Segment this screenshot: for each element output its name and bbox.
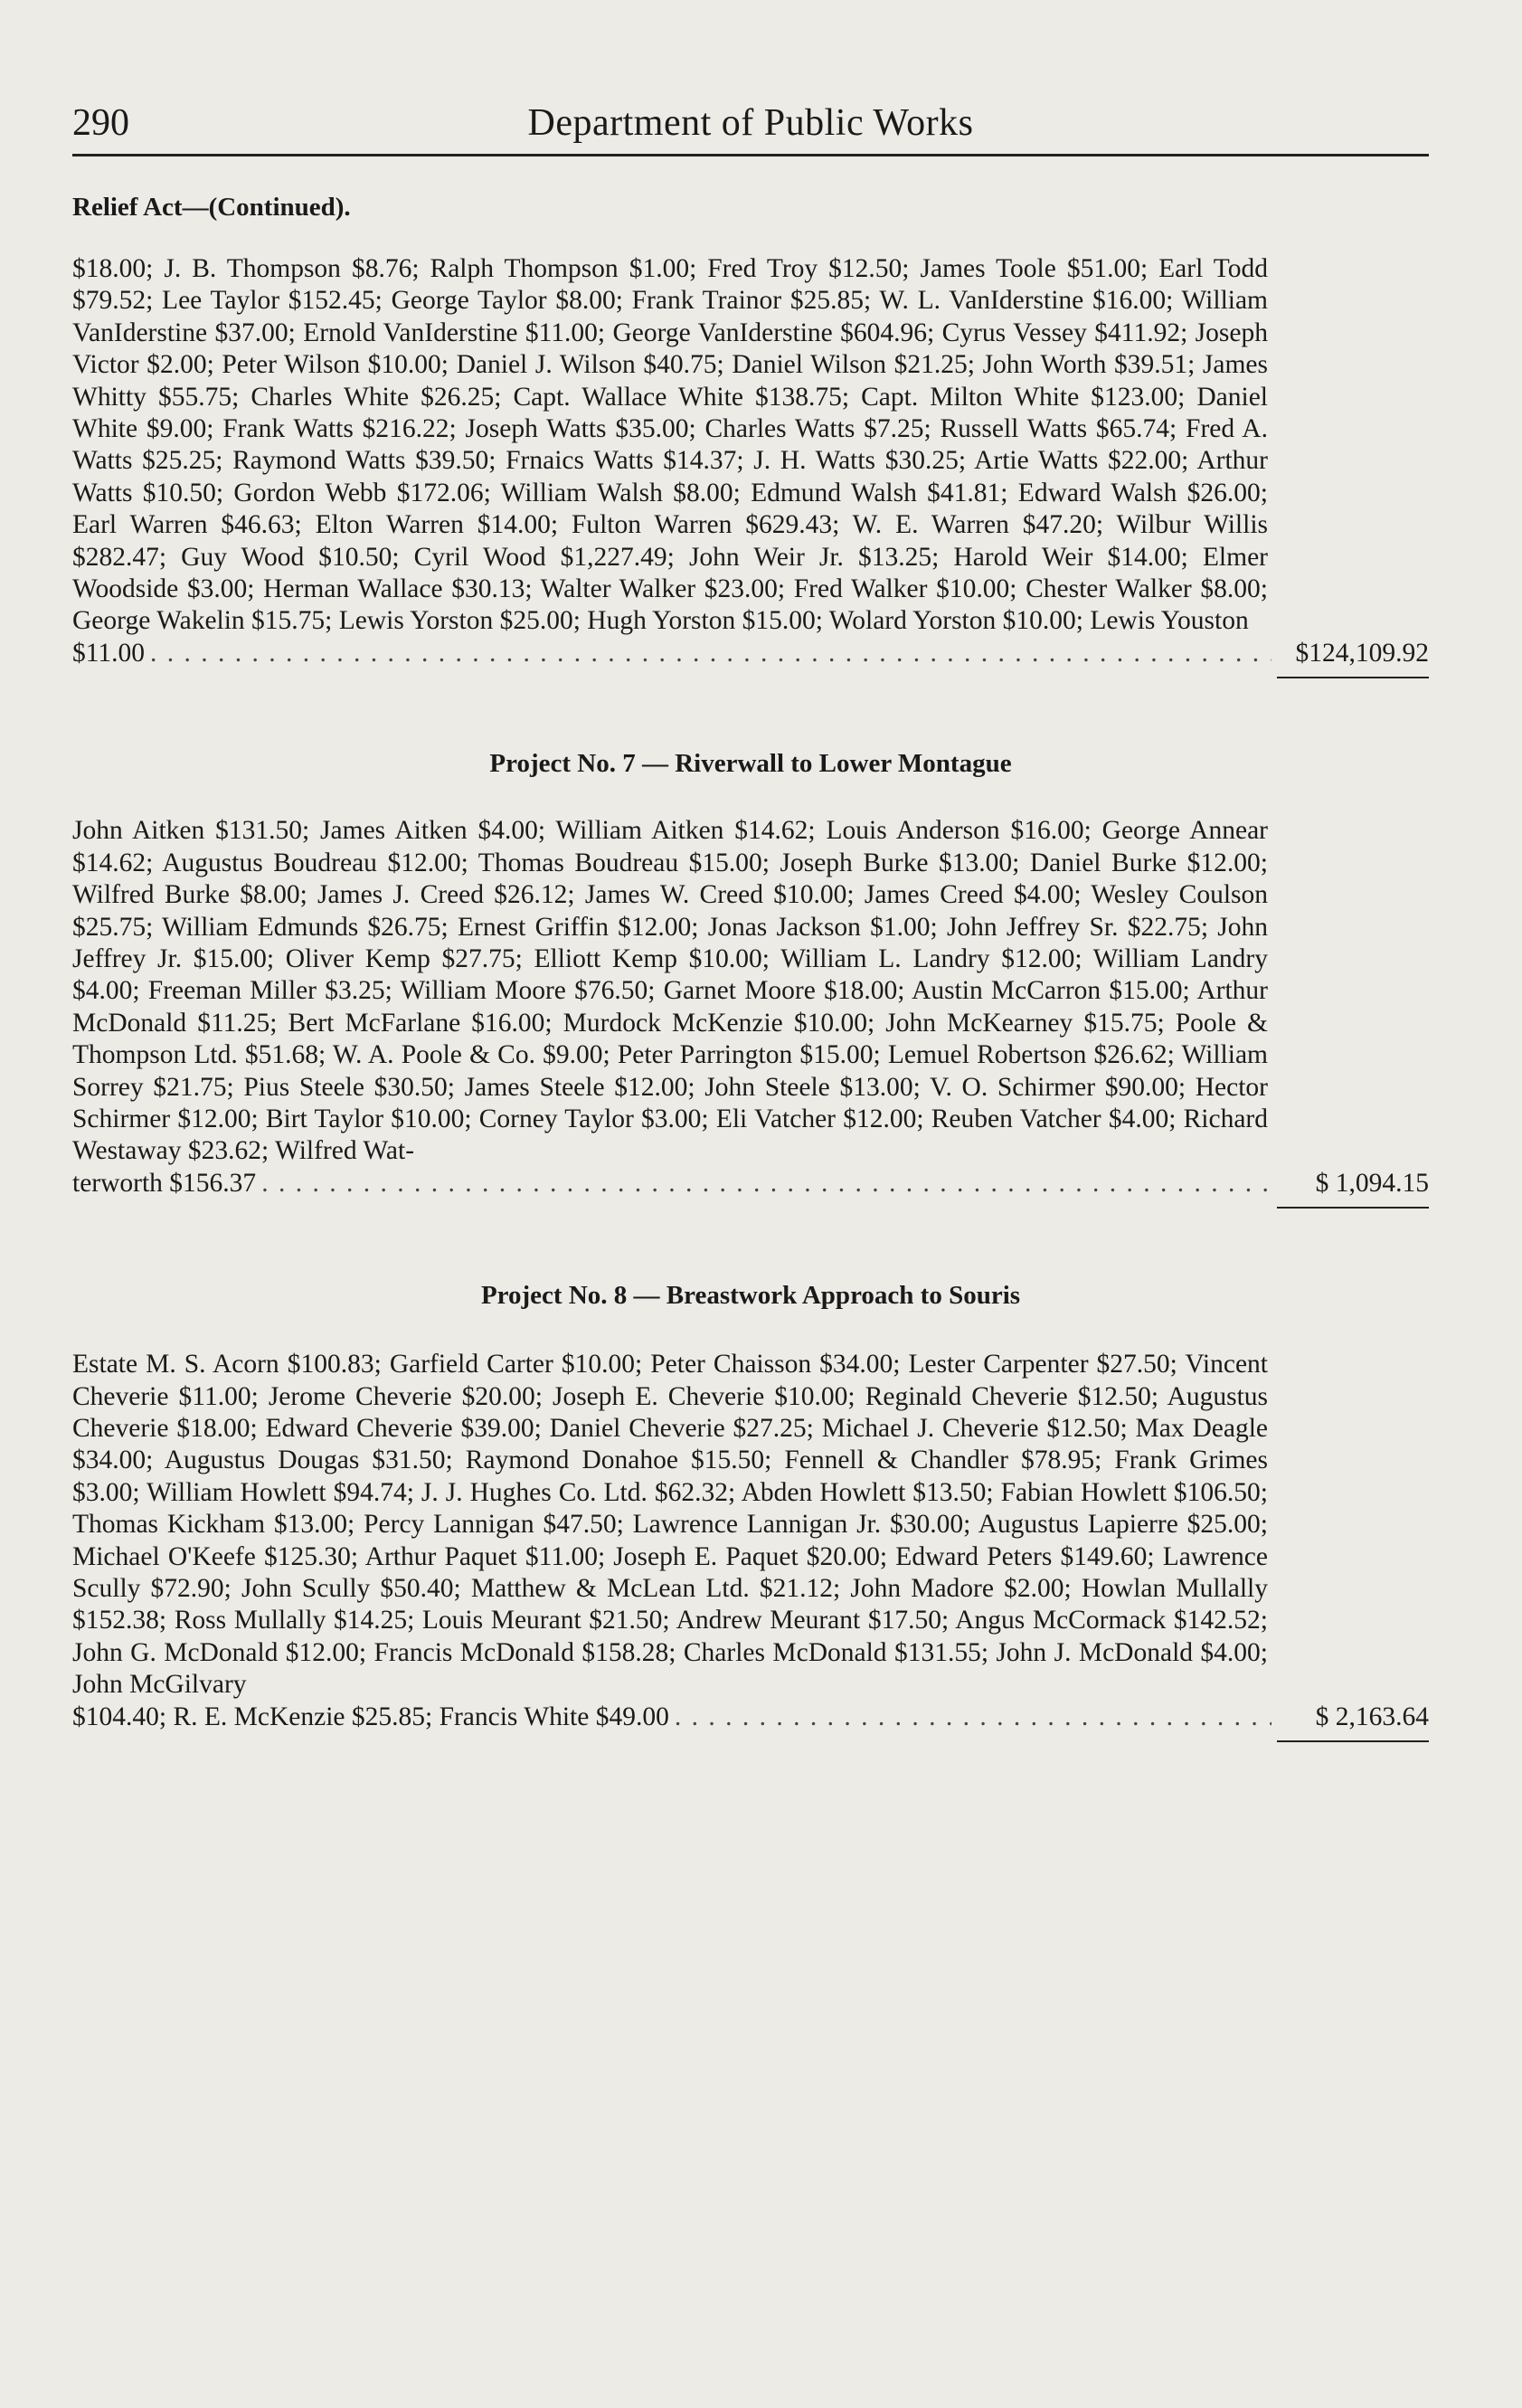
payment-list: $18.00; J. B. Thompson $8.76; Ralph Thompson $1.00; Fred Troy $12.50; James Toole $51.00; Earl Todd $79.52; Lee Taylor $152.45; George Taylor $8.00; Frank Trainor $25.85; W. L. VanIderstine $16.00; William VanIderstine $37.00; Ernold VanIderstine $11.00; George VanIderstine $604.96; Cyrus Vessey $411.92; Joseph Victor $2.00; Peter Wilson $10.00; Daniel J. Wilson $40.75; Daniel Wilson $21.25; John Worth $39.51; James Whitty $55.75; Charles White $26.25; Capt. Wallace White $138.75; Capt. Milton White $123.00; Daniel White $9.00; Frank Watts $216.22; Joseph Watts $35.00; Charles Watts $7.25; Russell Watts $65.74; Fred A. Watts $25.25; Raymond Watts $39.50; Frnaics Watts $14.37; J. H. Watts $30.25; Artie Watts $22.00; Arthur Watts $10.50; Gordon Webb $172.06; William Walsh $8.00; Edmund Walsh $41.81; Edward Walsh $26.00; Earl Warren $46.63; Elton Warren $14.00; Fulton Warren $629.43; W. E. Warren $47.20; Wilbur Willis $282.47; Guy Wood $10.50; Cyril Wood $1,227.49; John Weir Jr. $13.25; Harold Weir $14.00; Elmer Woodside $3.00; Herman Wallace $30.13; Walter Walker $23.00; Fred Walker $10.00; Chester Walker $8.00; George Wakelin $15.75; Lewis Yorston $25.00; Hugh Yorston $15.00; Wolard Yorston $10.00; Lewis Youston (72, 254, 1268, 636)
section-total: $ 2,163.64 (1315, 1702, 1429, 1731)
dot-leader (675, 1702, 1271, 1733)
section-project-8 (72, 1281, 1429, 1742)
payment-list-last-line (72, 638, 1429, 669)
page-header (72, 90, 1429, 156)
page-number: 290 (72, 102, 129, 144)
dot-leader (261, 1168, 1271, 1199)
running-title: Department of Public Works (527, 102, 974, 144)
section-heading: Project No. 8 — Breastwork Approach to Souris (480, 1281, 1021, 1311)
section-total: $ 1,094.15 (1315, 1168, 1429, 1198)
total-underline (1277, 1740, 1429, 1742)
section-total: $124,109.92 (1295, 638, 1429, 668)
payment-list: Estate M. S. Acorn $100.83; Garfield Carter $10.00; Peter Chaisson $34.00; Lester Carpenter $27.50; Vincent Cheverie $11.00; Jerome Cheverie $20.00; Joseph E. Cheverie $10.00; Reginald Cheverie $12.50; Augustus Cheverie $18.00; Edward Cheverie $39.00; Daniel Cheverie $27.25; Michael J. Cheverie $12.50; Max Deagle $34.00; Augustus Dougas $31.50; Raymond Donahoe $15.50; Fennell & Chandler $78.95; Frank Grimes $3.00; William Howlett $94.74; J. J. Hughes Co. Ltd. $62.32; Abden Howlett $13.50; Fabian Howlett $106.50; Thomas Kickham $13.00; Percy Lannigan $47.50; Lawrence Lannigan Jr. $30.00; Augustus Lapierre $25.00; Michael O'Keefe $125.30; Arthur Paquet $11.00; Joseph E. Paquet $20.00; Edward Peters $149.60; Lawrence Scully $72.90; John Scully $50.40; Matthew & McLean Ltd. $21.12; John Madore $2.00; Howlan Mullally $152.38; Ross Mullally $14.25; Louis Meurant $21.50; Andrew Meurant $17.50; Angus McCormack $142.52; John G. McDonald $12.00; Francis McDonald $158.28; Charles McDonald $131.55; John J. McDonald $4.00; John McGilvary (72, 1350, 1268, 1700)
payment-list: John Aitken $131.50; James Aitken $4.00; William Aitken $14.62; Louis Anderson $16.00; George Annear $14.62; Augustus Boudreau $12.00; Thomas Boudreau $15.00; Joseph Burke $13.00; Daniel Burke $12.00; Wilfred Burke $8.00; James J. Creed $26.12; James W. Creed $10.00; James Creed $4.00; Wesley Coulson $25.75; William Edmunds $26.75; Ernest Griffin $12.00; Jonas Jackson $1.00; John Jeffrey Sr. $22.75; John Jeffrey Jr. $15.00; Oliver Kemp $27.75; Elliott Kemp $10.00; William L. Landry $12.00; William Landry $4.00; Freeman Miller $3.25; William Moore $76.50; Garnet Moore $18.00; Austin McCarron $15.00; Arthur McDonald $11.25; Bert McFarlane $16.00; Murdock McKenzie $10.00; John McKearney $15.75; Poole & Thompson Ltd. $51.68; W. A. Poole & Co. $9.00; Peter Parrington $15.00; Lemuel Robertson $26.62; William Sorrey $21.75; Pius Steele $30.50; James Steele $12.00; John Steele $13.00; V. O. Schirmer $90.00; Hector Schirmer $12.00; Birt Taylor $10.00; Corney Taylor $3.00; Eli Vatcher $12.00; Reuben Vatcher $4.00; Richard Westaway $23.62; Wilfred Wat- (72, 816, 1268, 1166)
payment-list-last-line (72, 1168, 1429, 1199)
document-page (72, 90, 1429, 1742)
total-underline (1277, 1207, 1429, 1209)
section-relief-act (72, 193, 1429, 678)
section-project-7 (72, 749, 1429, 1209)
last-line-text: terworth $156.37 (72, 1168, 257, 1198)
last-line-text: $104.40; R. E. McKenzie $25.85; Francis White $49.00 (72, 1702, 669, 1731)
section-heading: Project No. 7 — Riverwall to Lower Montague (489, 749, 1012, 779)
total-underline (1277, 677, 1429, 678)
section-label: Relief Act—(Continued). (72, 193, 351, 222)
last-line-text: $11.00 (72, 638, 146, 668)
dot-leader (150, 638, 1271, 669)
payment-list-last-line (72, 1702, 1429, 1733)
